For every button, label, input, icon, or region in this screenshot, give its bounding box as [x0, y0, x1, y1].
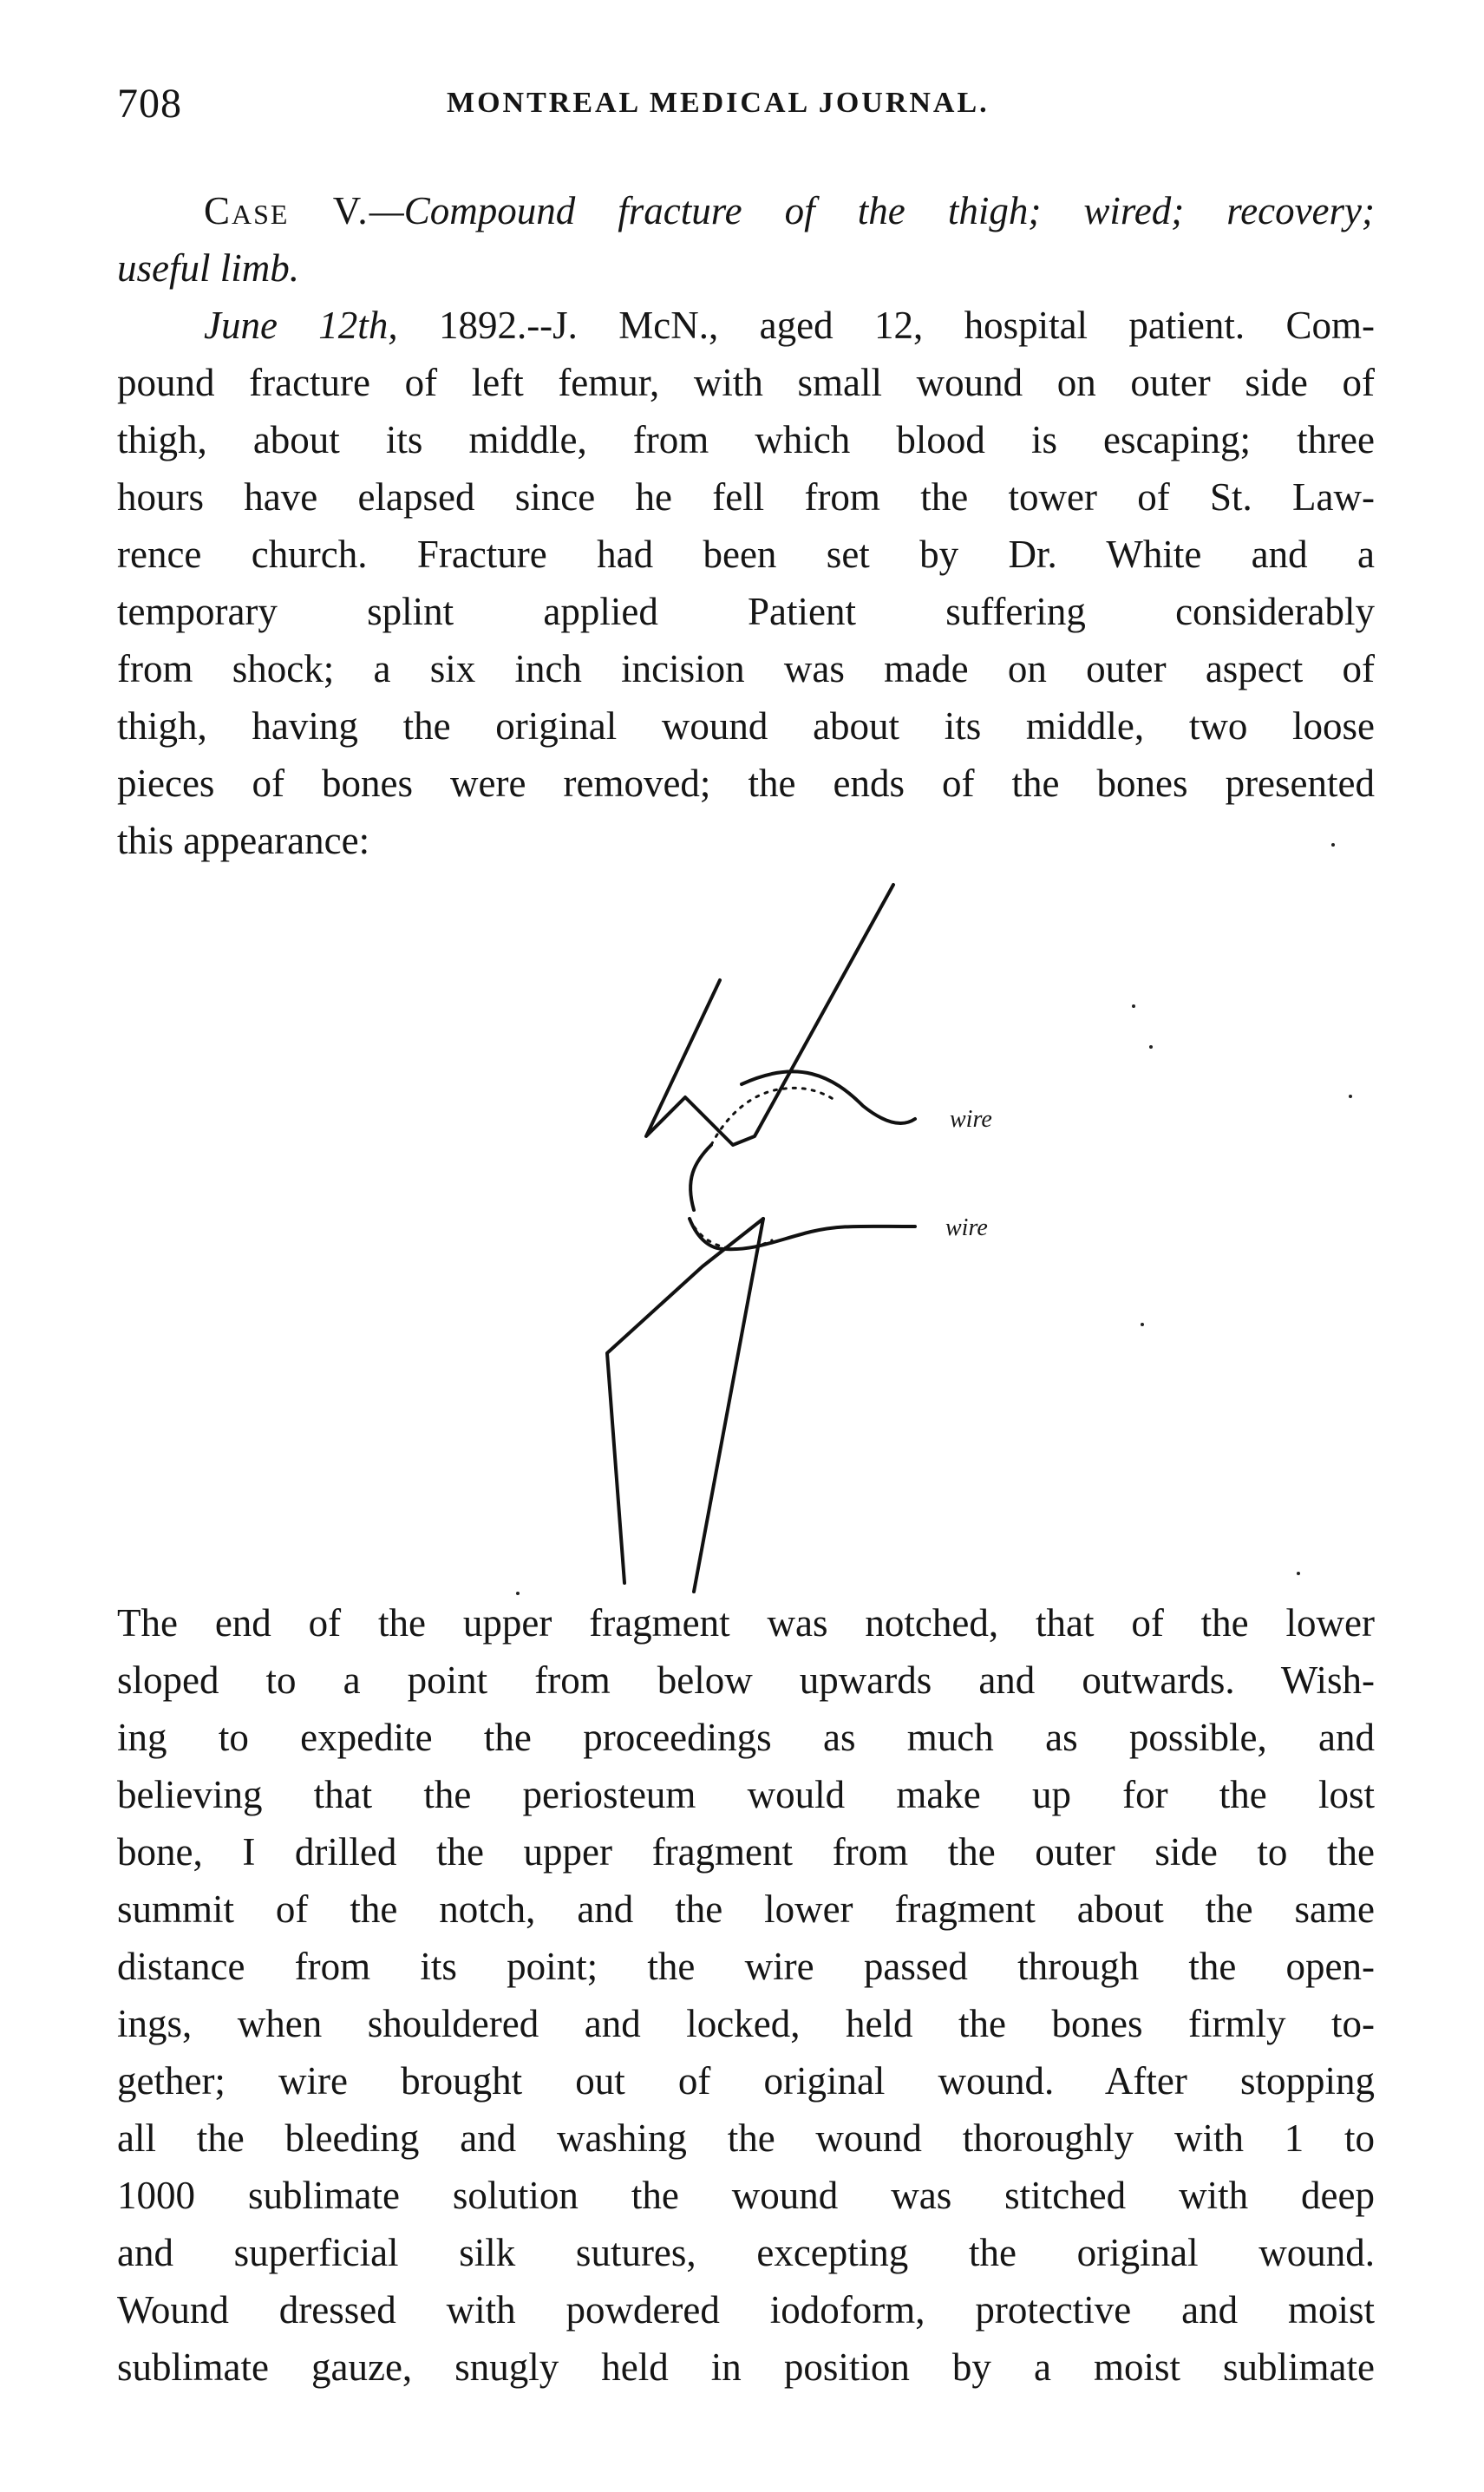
lower-text: [117, 1594, 1375, 2396]
fracture-diagram-drawing: [486, 876, 1093, 1596]
lower-fragment-outline: [607, 1219, 763, 1583]
fracture-diagram: [486, 876, 1093, 1596]
paragraph2-line: ing to expedite the proceedings as much as possible, and: [117, 1716, 1375, 1759]
lower-wire: [690, 1219, 915, 1249]
paragraph2-line: and superficial silk sutures, excepting the original wound.: [117, 2231, 1375, 2274]
case-heading-line-1: [117, 182, 1375, 239]
upper-fragment-outline: [646, 885, 893, 1145]
print-speck: [1141, 1323, 1144, 1326]
case-date: June 12th,: [204, 304, 398, 347]
paragraph2-line: distance from its point; the wire passed through the open-: [117, 1945, 1375, 1988]
print-speck: [1132, 1004, 1135, 1008]
paragraph1-line: pound fracture of left femur, with small wound on outer side of: [117, 361, 1375, 404]
paragraph1-line: rence church. Fracture had been set by Dr. White and a: [117, 533, 1375, 576]
page-number: 708: [117, 81, 182, 127]
paragraph2-line: believing that the periosteum would make up for the lost: [117, 1773, 1375, 1816]
case-label: Case V.: [204, 189, 369, 232]
paragraph1-line: hours have elapsed since he fell from the tower of St. Law-: [117, 475, 1375, 519]
paragraph2-line: Wound dressed with powdered iodoform, protective and moist: [117, 2288, 1375, 2332]
paragraph1-line: temporary splint applied Patient suffering considerably: [117, 590, 1375, 633]
paragraph1-line: this appearance:: [117, 819, 370, 862]
print-speck: [1331, 843, 1335, 847]
print-speck: [1149, 1045, 1153, 1049]
case-title-part-2: useful limb.: [117, 246, 299, 290]
wire-loop: [690, 1145, 711, 1210]
paragraph2-line: sloped to a point from below upwards and outwards. Wish-: [117, 1658, 1375, 1702]
paragraph1-line: thigh, about its middle, from which blood is escaping; three: [117, 418, 1375, 461]
lower-fragment-edge: [694, 1219, 763, 1592]
paragraph2-line: 1000 sublimate solution the wound was stitched with deep: [117, 2174, 1375, 2217]
upper-wire-label: wire: [950, 1106, 992, 1133]
paragraph2-line: ings, when shouldered and locked, held the bones firmly to-: [117, 2002, 1375, 2045]
upper-wire-dotted-segment: [711, 1088, 834, 1145]
paragraph2-line: The end of the upper fragment was notched, that of the lower: [117, 1601, 1375, 1645]
paragraph2-line: bone, I drilled the upper fragment from the outer side to the: [117, 1830, 1375, 1874]
paragraph1-line: thigh, having the original wound about its middle, two loose: [117, 704, 1375, 748]
paragraph2-line: gether; wire brought out of original wound. After stopping: [117, 2059, 1375, 2103]
running-head: MONTREAL MEDICAL JOURNAL.: [447, 87, 990, 119]
paragraph2-line: all the bleeding and washing the wound thoroughly with 1 to: [117, 2116, 1375, 2160]
case-title-part-1: —Compound fracture of the thigh; wired; recovery;: [369, 189, 1375, 232]
print-speck: [1349, 1095, 1352, 1098]
paragraph1-line: from shock; a six inch incision was made on outer aspect of: [117, 647, 1375, 690]
paragraph2-line: sublimate gauze, snugly held in position by a moist sublimate: [117, 2345, 1375, 2389]
case-heading-line-2: [117, 239, 1375, 297]
print-speck: [1297, 1572, 1300, 1575]
paragraph1-line: pieces of bones were removed; the ends of the bones presented: [117, 762, 1375, 805]
lower-wire-label: wire: [945, 1214, 988, 1241]
paragraph2-line: summit of the notch, and the lower fragment about the same: [117, 1887, 1375, 1931]
paragraph1-line-1-rest: 1892.--J. McN., aged 12, hospital patient. Com-: [397, 304, 1375, 347]
page-header: [117, 80, 1375, 141]
upper-text: [117, 182, 1375, 869]
paragraph1-line-1: [117, 297, 1375, 354]
